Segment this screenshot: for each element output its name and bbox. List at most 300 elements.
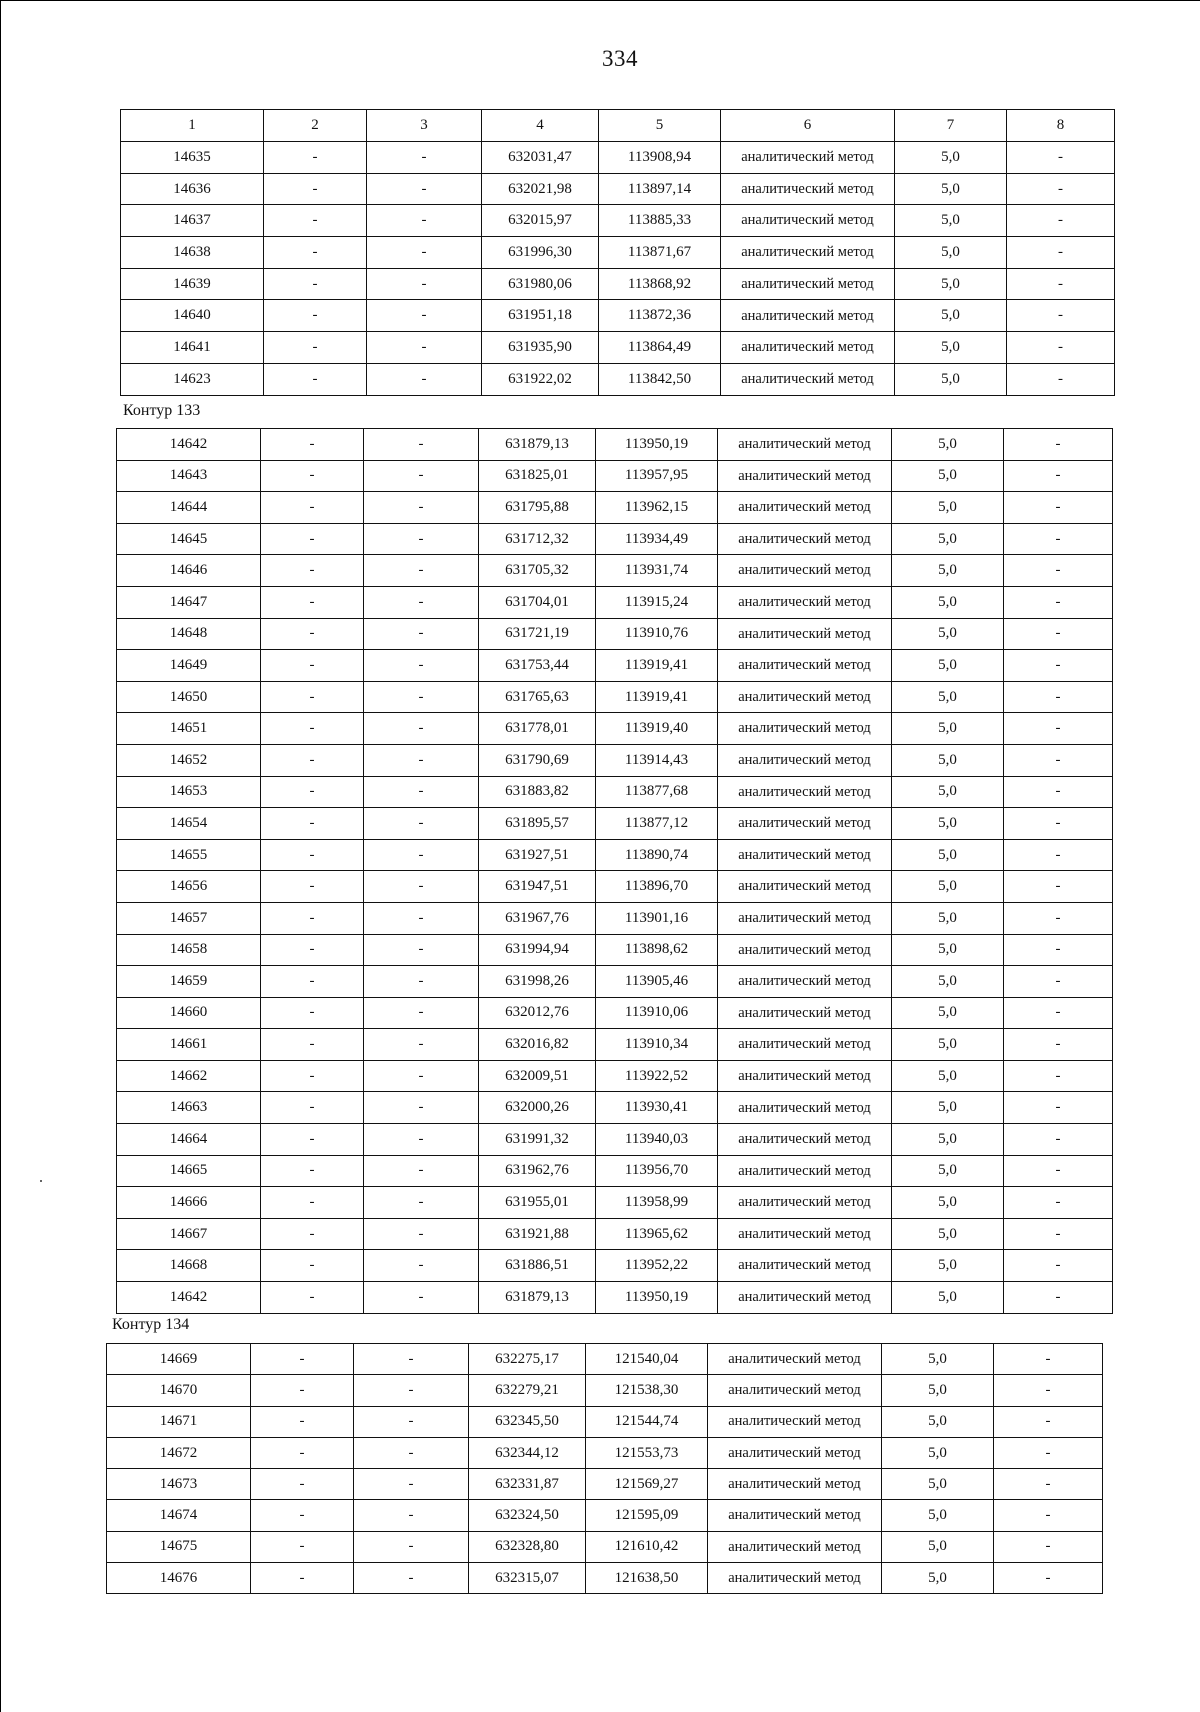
method-cell: аналитический метод [718,618,892,650]
x-coordinate-cell: 631996,30 [482,237,599,269]
accuracy-cell: 5,0 [882,1437,994,1468]
col2-cell: - [251,1500,354,1531]
point-number-cell: 14671 [107,1406,251,1437]
x-coordinate-cell: 631955,01 [479,1187,596,1219]
col2-cell: - [261,492,364,524]
col2-cell: - [261,618,364,650]
y-coordinate-cell: 121638,50 [586,1563,708,1594]
col2-cell: - [261,1029,364,1061]
y-coordinate-cell: 113871,67 [599,237,721,269]
point-number-cell: 14641 [121,332,264,364]
method-cell: аналитический метод [708,1469,882,1500]
x-coordinate-cell: 631927,51 [479,839,596,871]
x-coordinate-cell: 631921,88 [479,1218,596,1250]
y-coordinate-cell: 121595,09 [586,1500,708,1531]
table-row [121,363,1115,395]
accuracy-cell: 5,0 [895,300,1007,332]
coordinates-table-block-1 [120,109,1114,396]
coordinates-table-block-contour-133 [116,428,1112,1314]
col3-cell: - [364,808,479,840]
col2-cell: - [264,268,367,300]
col3-cell: - [364,966,479,998]
method-cell: аналитический метод [718,1250,892,1282]
col3-cell: - [354,1563,469,1594]
table-row [107,1500,1103,1531]
point-number-cell: 14645 [117,523,261,555]
col3-cell: - [364,839,479,871]
method-cell: аналитический метод [718,966,892,998]
table-header-row [121,110,1115,142]
col2-cell: - [251,1469,354,1500]
table-row [117,997,1113,1029]
accuracy-cell: 5,0 [895,268,1007,300]
coordinates-table [116,428,1113,1314]
col3-cell: - [364,1155,479,1187]
col3-cell: - [354,1531,469,1562]
col2-cell: - [261,555,364,587]
x-coordinate-cell: 632031,47 [482,142,599,174]
y-coordinate-cell: 113908,94 [599,142,721,174]
col2-cell: - [264,363,367,395]
method-cell: аналитический метод [718,492,892,524]
x-coordinate-cell: 632344,12 [469,1437,586,1468]
point-number-cell: 14638 [121,237,264,269]
x-coordinate-cell: 631712,32 [479,523,596,555]
y-coordinate-cell: 113910,06 [596,997,718,1029]
accuracy-cell: 5,0 [895,205,1007,237]
col3-cell: - [364,681,479,713]
y-coordinate-cell: 113930,41 [596,1092,718,1124]
point-number-cell: 14654 [117,808,261,840]
col3-cell: - [354,1375,469,1406]
col2-cell: - [264,142,367,174]
col3-cell: - [364,713,479,745]
method-cell: аналитический метод [708,1531,882,1562]
col8-cell: - [1004,1060,1113,1092]
col2-cell: - [261,586,364,618]
col8-cell: - [1007,363,1115,395]
accuracy-cell: 5,0 [892,1124,1004,1156]
col8-cell: - [1004,650,1113,682]
y-coordinate-cell: 113868,92 [599,268,721,300]
table-row [117,871,1113,903]
accuracy-cell: 5,0 [892,808,1004,840]
x-coordinate-cell: 632015,97 [482,205,599,237]
accuracy-cell: 5,0 [892,902,1004,934]
table-row [117,776,1113,808]
column-header-4: 4 [482,110,599,142]
column-header-8: 8 [1007,110,1115,142]
col8-cell: - [1004,555,1113,587]
x-coordinate-cell: 631998,26 [479,966,596,998]
col2-cell: - [261,997,364,1029]
col8-cell: - [1004,966,1113,998]
method-cell: аналитический метод [718,1187,892,1219]
table-row [107,1469,1103,1500]
method-cell: аналитический метод [718,586,892,618]
y-coordinate-cell: 113896,70 [596,871,718,903]
accuracy-cell: 5,0 [892,492,1004,524]
col8-cell: - [994,1469,1103,1500]
table-row [107,1437,1103,1468]
accuracy-cell: 5,0 [892,1060,1004,1092]
col3-cell: - [364,1282,479,1314]
col8-cell: - [1004,618,1113,650]
point-number-cell: 14643 [117,460,261,492]
x-coordinate-cell: 632324,50 [469,1500,586,1531]
scan-edge-top [0,0,1200,1]
y-coordinate-cell: 113897,14 [599,173,721,205]
col8-cell: - [1004,460,1113,492]
y-coordinate-cell: 113842,50 [599,363,721,395]
col2-cell: - [261,808,364,840]
accuracy-cell: 5,0 [892,429,1004,461]
col2-cell: - [264,173,367,205]
col3-cell: - [364,492,479,524]
table-row [107,1344,1103,1375]
accuracy-cell: 5,0 [882,1406,994,1437]
method-cell: аналитический метод [708,1563,882,1594]
x-coordinate-cell: 631795,88 [479,492,596,524]
col3-cell: - [364,429,479,461]
accuracy-cell: 5,0 [892,713,1004,745]
col3-cell: - [364,1060,479,1092]
accuracy-cell: 5,0 [892,650,1004,682]
accuracy-cell: 5,0 [882,1344,994,1375]
y-coordinate-cell: 113877,12 [596,808,718,840]
y-coordinate-cell: 121540,04 [586,1344,708,1375]
column-header-2: 2 [264,110,367,142]
method-cell: аналитический метод [718,934,892,966]
point-number-cell: 14669 [107,1344,251,1375]
col3-cell: - [364,776,479,808]
table-row [117,650,1113,682]
point-number-cell: 14665 [117,1155,261,1187]
point-number-cell: 14673 [107,1469,251,1500]
y-coordinate-cell: 113922,52 [596,1060,718,1092]
x-coordinate-cell: 632012,76 [479,997,596,1029]
table-row [117,966,1113,998]
col2-cell: - [251,1563,354,1594]
column-header-6: 6 [721,110,895,142]
table-row [121,142,1115,174]
col3-cell: - [364,523,479,555]
y-coordinate-cell: 113898,62 [596,934,718,966]
y-coordinate-cell: 113962,15 [596,492,718,524]
x-coordinate-cell: 632016,82 [479,1029,596,1061]
y-coordinate-cell: 113931,74 [596,555,718,587]
method-cell: аналитический метод [718,902,892,934]
col2-cell: - [251,1437,354,1468]
col2-cell: - [261,776,364,808]
y-coordinate-cell: 113919,40 [596,713,718,745]
x-coordinate-cell: 632279,21 [469,1375,586,1406]
method-cell: аналитический метод [708,1344,882,1375]
table-row [107,1406,1103,1437]
col8-cell: - [1007,205,1115,237]
point-number-cell: 14635 [121,142,264,174]
point-number-cell: 14675 [107,1531,251,1562]
table-row [117,1187,1113,1219]
point-number-cell: 14659 [117,966,261,998]
col3-cell: - [364,744,479,776]
col8-cell: - [994,1375,1103,1406]
col3-cell: - [367,268,482,300]
x-coordinate-cell: 631825,01 [479,460,596,492]
col2-cell: - [261,1187,364,1219]
x-coordinate-cell: 631980,06 [482,268,599,300]
col3-cell: - [364,997,479,1029]
col2-cell: - [261,523,364,555]
table-row [117,492,1113,524]
y-coordinate-cell: 121610,42 [586,1531,708,1562]
method-cell: аналитический метод [721,173,895,205]
point-number-cell: 14652 [117,744,261,776]
col2-cell: - [261,1282,364,1314]
point-number-cell: 14664 [117,1124,261,1156]
column-header-5: 5 [599,110,721,142]
method-cell: аналитический метод [718,1218,892,1250]
accuracy-cell: 5,0 [882,1500,994,1531]
x-coordinate-cell: 632275,17 [469,1344,586,1375]
method-cell: аналитический метод [718,1124,892,1156]
accuracy-cell: 5,0 [892,460,1004,492]
col3-cell: - [354,1406,469,1437]
coordinates-table [120,109,1115,396]
point-number-cell: 14642 [117,429,261,461]
x-coordinate-cell: 631947,51 [479,871,596,903]
method-cell: аналитический метод [718,808,892,840]
col2-cell: - [261,1060,364,1092]
col2-cell: - [261,713,364,745]
point-number-cell: 14642 [117,1282,261,1314]
x-coordinate-cell: 631967,76 [479,902,596,934]
y-coordinate-cell: 113919,41 [596,650,718,682]
x-coordinate-cell: 631922,02 [482,363,599,395]
method-cell: аналитический метод [718,1060,892,1092]
col8-cell: - [1007,237,1115,269]
table-row [117,713,1113,745]
method-cell: аналитический метод [708,1437,882,1468]
col8-cell: - [1004,1187,1113,1219]
x-coordinate-cell: 631753,44 [479,650,596,682]
table-row [121,205,1115,237]
col8-cell: - [994,1344,1103,1375]
col3-cell: - [367,205,482,237]
point-number-cell: 14656 [117,871,261,903]
table-row [117,808,1113,840]
x-coordinate-cell: 631704,01 [479,586,596,618]
point-number-cell: 14650 [117,681,261,713]
x-coordinate-cell: 632315,07 [469,1563,586,1594]
col3-cell: - [364,586,479,618]
table-row [121,300,1115,332]
col2-cell: - [261,871,364,903]
col3-cell: - [364,1124,479,1156]
method-cell: аналитический метод [721,237,895,269]
col3-cell: - [364,1092,479,1124]
point-number-cell: 14649 [117,650,261,682]
y-coordinate-cell: 113950,19 [596,1282,718,1314]
col8-cell: - [1004,871,1113,903]
col3-cell: - [367,363,482,395]
col8-cell: - [1004,523,1113,555]
table-row [117,429,1113,461]
scan-edge-left [0,0,1,1712]
method-cell: аналитический метод [721,268,895,300]
x-coordinate-cell: 632345,50 [469,1406,586,1437]
point-number-cell: 14670 [107,1375,251,1406]
point-number-cell: 14646 [117,555,261,587]
table-row [107,1563,1103,1594]
col8-cell: - [994,1437,1103,1468]
point-number-cell: 14676 [107,1563,251,1594]
y-coordinate-cell: 113910,76 [596,618,718,650]
accuracy-cell: 5,0 [892,555,1004,587]
col8-cell: - [994,1563,1103,1594]
col8-cell: - [1004,713,1113,745]
col3-cell: - [354,1469,469,1500]
point-number-cell: 14662 [117,1060,261,1092]
x-coordinate-cell: 631705,32 [479,555,596,587]
col3-cell: - [367,237,482,269]
point-number-cell: 14674 [107,1500,251,1531]
col8-cell: - [1004,997,1113,1029]
accuracy-cell: 5,0 [892,744,1004,776]
col2-cell: - [261,650,364,682]
table-row [117,523,1113,555]
method-cell: аналитический метод [721,363,895,395]
y-coordinate-cell: 113965,62 [596,1218,718,1250]
accuracy-cell: 5,0 [892,1155,1004,1187]
accuracy-cell: 5,0 [892,839,1004,871]
point-number-cell: 14644 [117,492,261,524]
col8-cell: - [1004,681,1113,713]
method-cell: аналитический метод [718,523,892,555]
y-coordinate-cell: 113919,41 [596,681,718,713]
col2-cell: - [264,332,367,364]
method-cell: аналитический метод [721,300,895,332]
scan-speck [40,1180,42,1182]
col3-cell: - [364,618,479,650]
table-row [117,1282,1113,1314]
column-header-7: 7 [895,110,1007,142]
x-coordinate-cell: 631895,57 [479,808,596,840]
col2-cell: - [261,1218,364,1250]
accuracy-cell: 5,0 [892,1218,1004,1250]
method-cell: аналитический метод [708,1406,882,1437]
col8-cell: - [1004,1218,1113,1250]
x-coordinate-cell: 631790,69 [479,744,596,776]
col2-cell: - [261,1155,364,1187]
col8-cell: - [1004,1282,1113,1314]
col3-cell: - [364,902,479,934]
point-number-cell: 14637 [121,205,264,237]
y-coordinate-cell: 113905,46 [596,966,718,998]
point-number-cell: 14647 [117,586,261,618]
col3-cell: - [364,1218,479,1250]
table-row [117,586,1113,618]
point-number-cell: 14668 [117,1250,261,1282]
col3-cell: - [354,1437,469,1468]
x-coordinate-cell: 632000,26 [479,1092,596,1124]
y-coordinate-cell: 113901,16 [596,902,718,934]
method-cell: аналитический метод [708,1500,882,1531]
y-coordinate-cell: 113940,03 [596,1124,718,1156]
y-coordinate-cell: 121538,30 [586,1375,708,1406]
x-coordinate-cell: 631935,90 [482,332,599,364]
y-coordinate-cell: 113864,49 [599,332,721,364]
col8-cell: - [1007,300,1115,332]
point-number-cell: 14667 [117,1218,261,1250]
col8-cell: - [1004,776,1113,808]
col8-cell: - [1004,586,1113,618]
col2-cell: - [251,1531,354,1562]
y-coordinate-cell: 113910,34 [596,1029,718,1061]
y-coordinate-cell: 113890,74 [596,839,718,871]
col8-cell: - [1004,1092,1113,1124]
table-row [121,237,1115,269]
method-cell: аналитический метод [718,1092,892,1124]
coordinates-table [106,1343,1103,1594]
x-coordinate-cell: 631765,63 [479,681,596,713]
accuracy-cell: 5,0 [892,776,1004,808]
col8-cell: - [1004,744,1113,776]
x-coordinate-cell: 631721,19 [479,618,596,650]
table-row [117,1029,1113,1061]
accuracy-cell: 5,0 [892,681,1004,713]
table-row [117,744,1113,776]
method-cell: аналитический метод [708,1375,882,1406]
accuracy-cell: 5,0 [892,586,1004,618]
point-number-cell: 14663 [117,1092,261,1124]
col8-cell: - [1004,934,1113,966]
method-cell: аналитический метод [718,839,892,871]
accuracy-cell: 5,0 [892,966,1004,998]
col2-cell: - [251,1406,354,1437]
y-coordinate-cell: 113934,49 [596,523,718,555]
accuracy-cell: 5,0 [895,173,1007,205]
y-coordinate-cell: 113950,19 [596,429,718,461]
x-coordinate-cell: 632021,98 [482,173,599,205]
y-coordinate-cell: 113958,99 [596,1187,718,1219]
col8-cell: - [1004,1124,1113,1156]
y-coordinate-cell: 121544,74 [586,1406,708,1437]
table-row [117,839,1113,871]
x-coordinate-cell: 631879,13 [479,429,596,461]
column-header-3: 3 [367,110,482,142]
accuracy-cell: 5,0 [895,332,1007,364]
table-row [117,934,1113,966]
method-cell: аналитический метод [718,681,892,713]
method-cell: аналитический метод [718,1155,892,1187]
col2-cell: - [261,1124,364,1156]
col8-cell: - [1007,332,1115,364]
col8-cell: - [1004,839,1113,871]
col2-cell: - [264,205,367,237]
x-coordinate-cell: 631879,13 [479,1282,596,1314]
table-row [117,1060,1113,1092]
col3-cell: - [364,934,479,966]
method-cell: аналитический метод [718,997,892,1029]
point-number-cell: 14660 [117,997,261,1029]
y-coordinate-cell: 113885,33 [599,205,721,237]
accuracy-cell: 5,0 [882,1531,994,1562]
accuracy-cell: 5,0 [895,237,1007,269]
x-coordinate-cell: 631991,32 [479,1124,596,1156]
point-number-cell: 14623 [121,363,264,395]
col3-cell: - [354,1500,469,1531]
